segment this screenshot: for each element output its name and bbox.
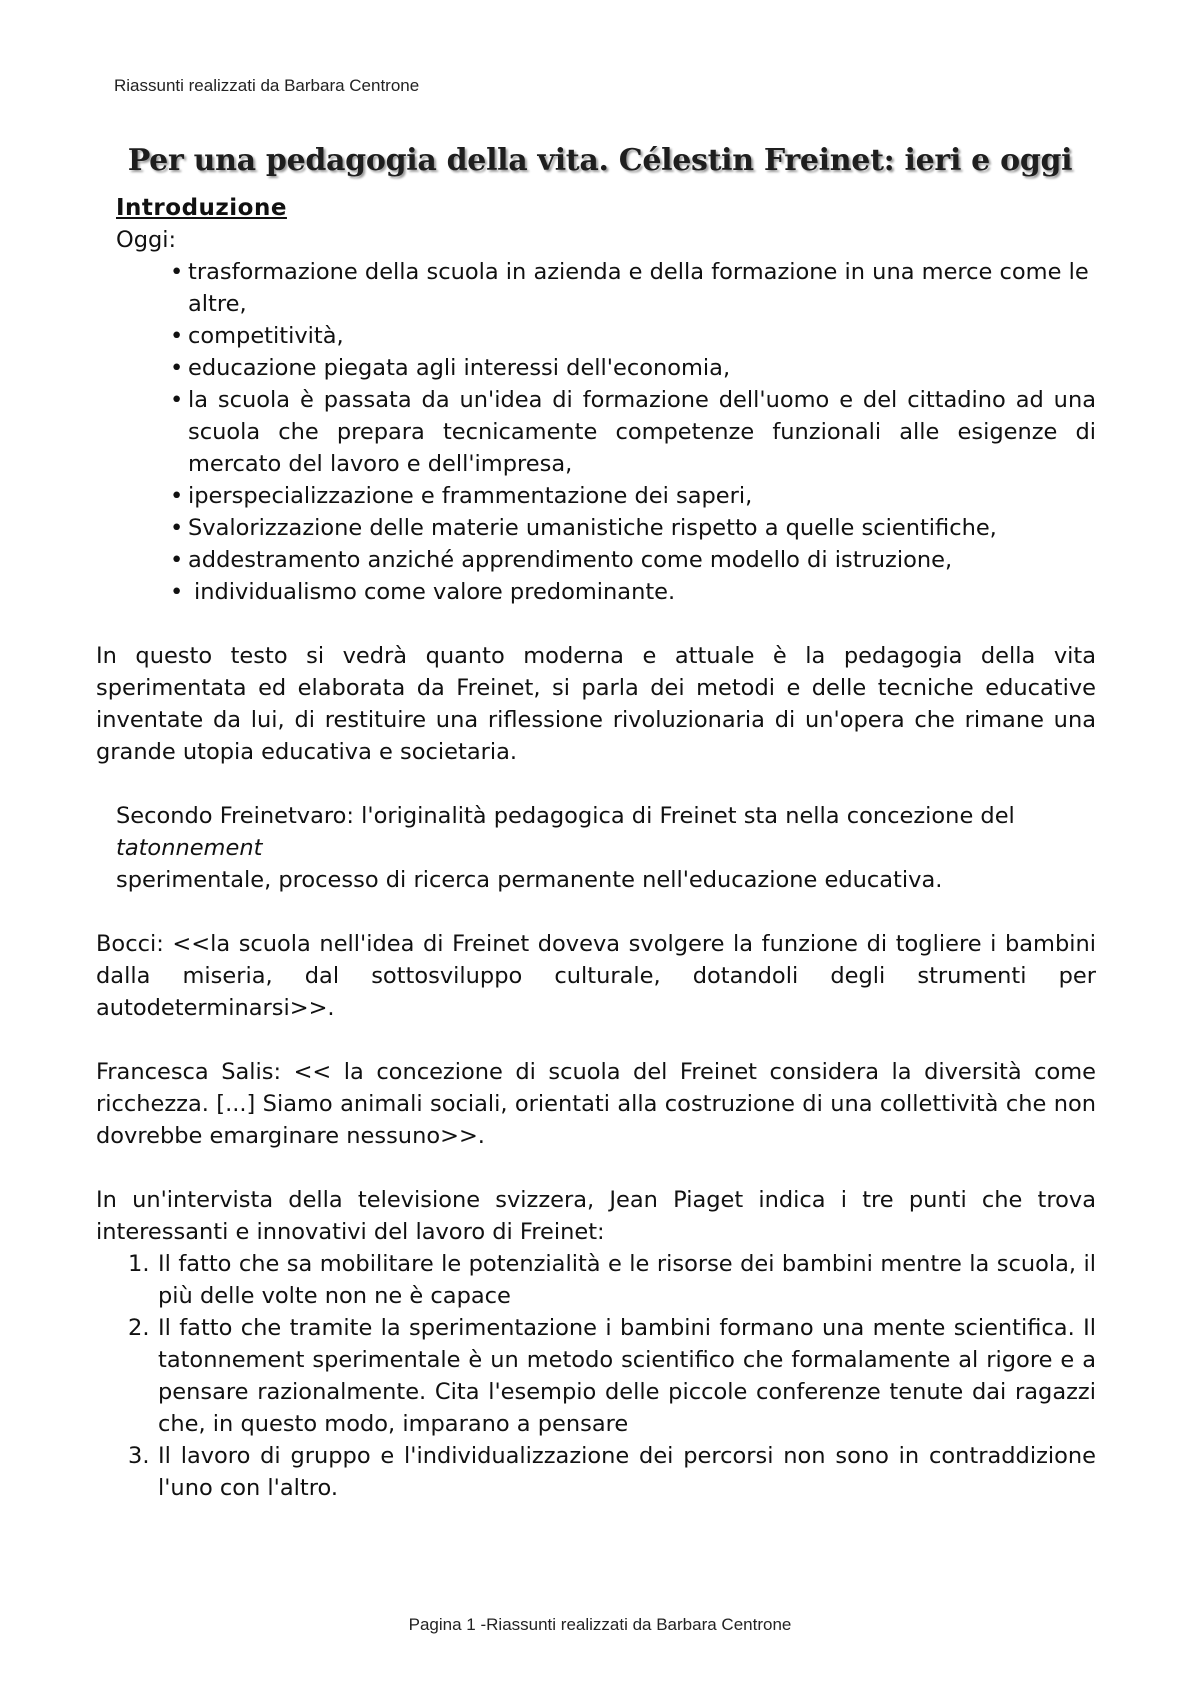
list-item: 1. Il fatto che sa mobilitare le potenzialità e le risorse dei bambini mentre la scuola, il più delle volte non ne è capace [158, 1248, 1096, 1312]
list-item: 2. Il fatto che tramite la sperimentazione i bambini formano una mente scientifica. Il tatonnement sperimentale è un metodo scientifico che formalamente al rigore e a pensare razionalmente. Cita l'esempio delle piccole conferenze tenute dai ragazzi che, in questo modo, imparano a pensare [158, 1312, 1096, 1440]
list-item: • individualismo come valore predominante. [188, 576, 1096, 608]
page-footer: Pagina 1 -Riassunti realizzati da Barbara Centrone [408, 1615, 792, 1634]
list-number: 3. [128, 1443, 150, 1469]
list-item: • addestramento anziché apprendimento come modello di istruzione, [188, 544, 1096, 576]
bullet-icon: • [170, 355, 184, 381]
document-title: Per una pedagogia della vita. Célestin Freinet: ieri e oggi [127, 143, 1073, 178]
bullet-icon: • [170, 579, 184, 605]
list-item: • la scuola è passata da un'idea di formazione dell'uomo e del cittadino ad una scuola che prepara tecnicamente competenze funzionali alle esigenze di mercato del lavoro e dell'impresa, [188, 384, 1096, 480]
paragraph-intro: In questo testo si vedrà quanto moderna e attuale è la pedagogia della vita sperimentata ed elaborata da Freinet, si parla dei metodi e delle tecniche educative inventate da lui, di restituire una riflessione rivoluzionaria di un'opera che rimane una grande utopia educativa e societaria. [96, 643, 1096, 765]
list-item: 3. Il lavoro di gruppo e l'individualizzazione dei percorsi non sono in contraddizione l'uno con l'altro. [158, 1440, 1096, 1504]
list-item: • trasformazione della scuola in azienda e della formazione in una merce come le altre, [188, 256, 1096, 320]
oggi-bullet-list [104, 256, 1096, 608]
bullet-icon: • [170, 483, 184, 509]
freinetvaro-text-a: Secondo Freinetvaro: l'originalità pedagogica di Freinet sta nella concezione del [116, 803, 1015, 829]
list-item: • educazione piegata agli interessi dell'economia, [188, 352, 1096, 384]
section-heading-introduzione: Introduzione [116, 195, 287, 221]
paragraph-freinetvaro [116, 800, 1096, 896]
list-item: • competitività, [188, 320, 1096, 352]
tatonnement-term: tatonnement [116, 835, 263, 861]
freinetvaro-text-b: sperimentale, processo di ricerca permanente nell'educazione educativa. [116, 867, 943, 893]
paragraph-piaget: In un'intervista della televisione svizzera, Jean Piaget indica i tre punti che trova interessanti e innovativi del lavoro di Freinet: [96, 1187, 1096, 1245]
list-item: • Svalorizzazione delle materie umanistiche rispetto a quelle scientifiche, [188, 512, 1096, 544]
bullet-icon: • [170, 547, 184, 573]
piaget-points-list [104, 1248, 1096, 1504]
document-body [96, 192, 1096, 1504]
oggi-label: Oggi: [116, 227, 177, 253]
list-number: 1. [128, 1251, 150, 1277]
page-header: Riassunti realizzati da Barbara Centrone [114, 76, 420, 95]
paragraph-bocci: Bocci: <<la scuola nell'idea di Freinet doveva svolgere la funzione di togliere i bambini dalla miseria, dal sottosviluppo culturale, dotandoli degli strumenti per autodeterminarsi>>. [96, 931, 1096, 1021]
paragraph-salis: Francesca Salis: << la concezione di scuola del Freinet considera la diversità come ricchezza. [...] Siamo animali sociali, orientati alla costruzione di una collettività che non dovrebbe emarginare nessuno>>. [96, 1059, 1096, 1149]
list-number: 2. [128, 1315, 150, 1341]
bullet-icon: • [170, 259, 184, 285]
bullet-icon: • [170, 515, 184, 541]
bullet-icon: • [170, 323, 184, 349]
bullet-icon: • [170, 387, 184, 413]
list-item: • iperspecializzazione e frammentazione dei saperi, [188, 480, 1096, 512]
